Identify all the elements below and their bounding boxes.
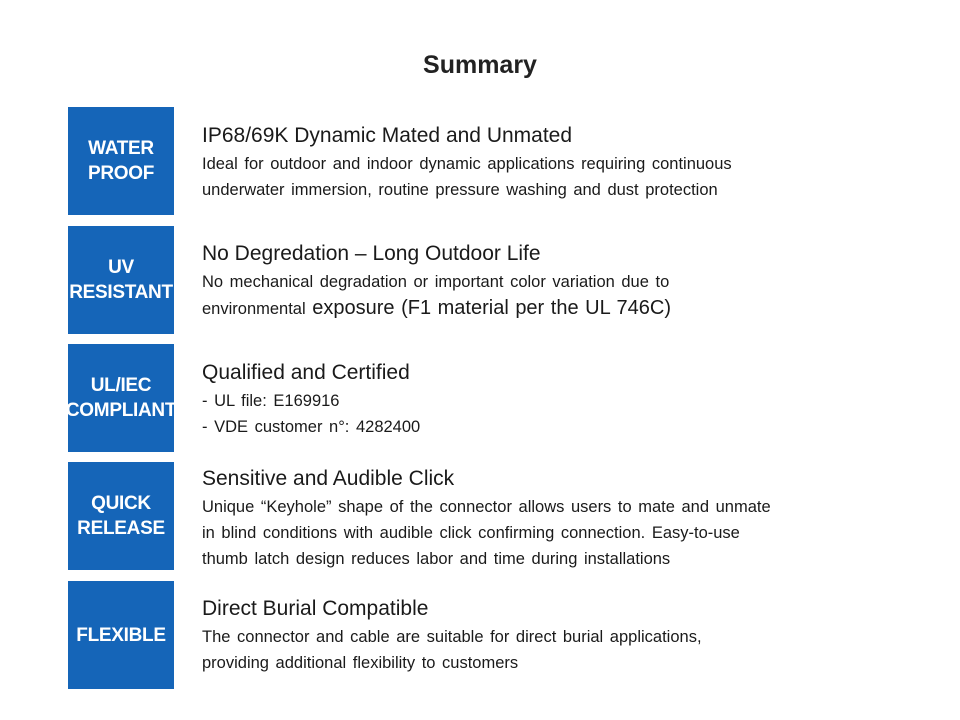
description-large-text: exposure (F1 material per the UL 746C): [312, 297, 671, 319]
feature-description-line: No mechanical degradation or important color variation due to: [202, 273, 670, 291]
badge-ul-iec-compliant: [65, 344, 177, 452]
feature-description-line: Unique “Keyhole” shape of the connector allows users to mate and unmate: [202, 498, 771, 516]
badge-waterproof: [68, 107, 174, 215]
feature-description-line: in blind conditions with audible click confirming connection. Easy-to-use: [202, 524, 740, 542]
badge-label-line: WATER: [88, 138, 154, 159]
badge-uv-resistant: [68, 226, 174, 334]
feature-description-line: underwater immersion, routine pressure washing and dust protection: [202, 181, 718, 199]
feature-description-line: - VDE customer n°: 4282400: [202, 418, 421, 436]
badge-label-line: QUICK: [91, 493, 151, 514]
badge-label-line: RESISTANT: [69, 282, 173, 303]
feature-heading: Sensitive and Audible Click: [202, 467, 455, 490]
feature-heading: Direct Burial Compatible: [202, 597, 429, 620]
badge-flexible: [68, 581, 174, 689]
feature-heading: IP68/69K Dynamic Mated and Unmated: [202, 124, 573, 147]
feature-description-line: - UL file: E169916: [202, 392, 340, 410]
badge-label-line: RELEASE: [77, 518, 165, 539]
description-small-text: environmental: [202, 300, 306, 318]
feature-description-line: providing additional flexibility to customers: [202, 654, 519, 672]
feature-description-line: The connector and cable are suitable for direct burial applications,: [202, 628, 702, 646]
badge-label-line: FLEXIBLE: [76, 624, 166, 646]
badge-label-line: UL/IEC: [90, 375, 152, 396]
feature-description-line: thumb latch design reduces labor and time during installations: [202, 550, 671, 568]
badge-label-line: PROOF: [87, 163, 155, 184]
page-title: Summary: [423, 51, 537, 79]
feature-heading: No Degredation – Long Outdoor Life: [202, 242, 541, 265]
feature-description-line: Ideal for outdoor and indoor dynamic applications requiring continuous: [202, 155, 732, 173]
feature-heading: Qualified and Certified: [202, 361, 410, 384]
feature-description-line: [202, 295, 922, 322]
badge-quick-release: [68, 462, 174, 570]
badge-label-line: COMPLIANT: [65, 400, 177, 421]
badge-label-line: UV: [108, 257, 134, 278]
